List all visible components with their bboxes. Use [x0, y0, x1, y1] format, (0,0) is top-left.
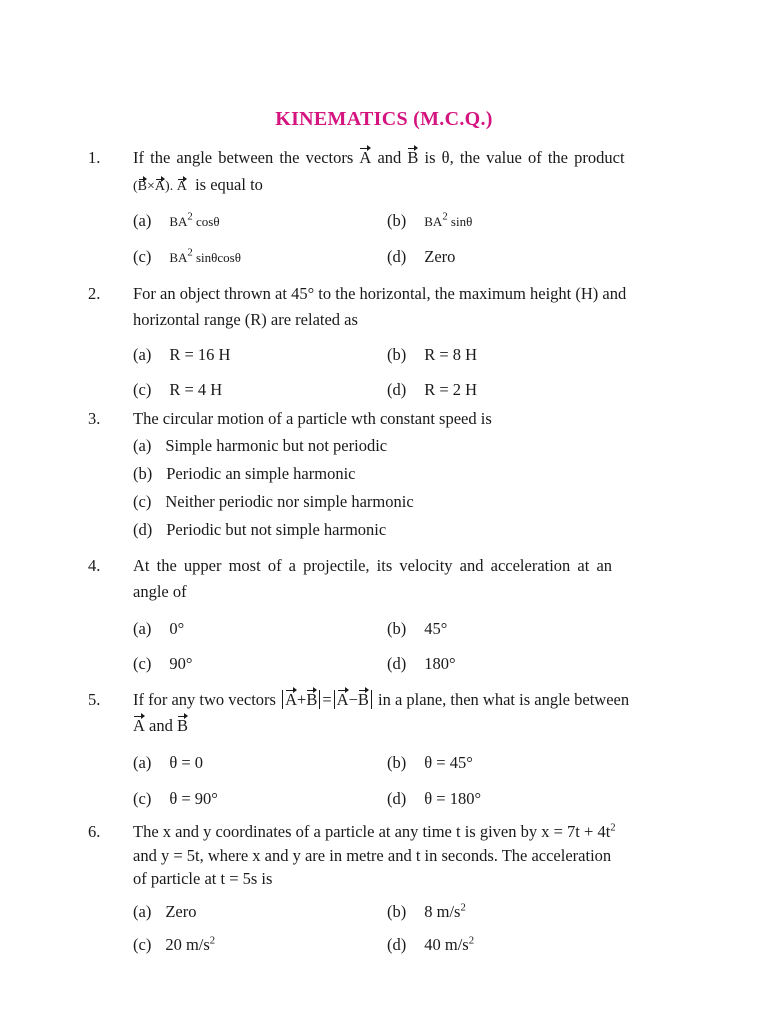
option-d: (d) Zero [387, 247, 456, 266]
question-number: 5. [88, 690, 101, 709]
option-c: (c) Neither periodic nor simple harmonic [133, 492, 414, 511]
question-text-line: If for any two vectors A+B = A−B in a plane, then what is angle between [133, 690, 630, 709]
option-c: (c) θ = 90° [133, 789, 218, 808]
question-text-line: At the upper most of a projectile, its velocity and acceleration at an [133, 556, 613, 575]
option-c: (c) 20 $m/s^2$ [133, 934, 216, 954]
question-text-line: For an object thrown at 45° to the horizontal, the maximum height (H) and [133, 284, 627, 303]
option-d: (d) 40 $m/s^2$ [387, 934, 475, 954]
page-title: KINEMATICS (M.C.Q.) [275, 108, 493, 130]
option-b: (b) Periodic an simple harmonic [133, 464, 356, 483]
vector-b: B [407, 148, 419, 167]
option-a: (a) Simple harmonic but not periodic [133, 436, 388, 455]
question-number: 3. [88, 409, 101, 428]
option-b: (b) $BA^2$ sinθ [387, 210, 473, 230]
question-text-line: angle of [133, 582, 187, 601]
option-a: (a) R = 16 H [133, 345, 231, 364]
option-a: (a) $BA^2$ cosθ [133, 210, 220, 230]
question-text-line: The x and y coordinates of a particle at any time t is given by $x = 7t + 4t^2$ [133, 821, 616, 841]
option-d: (d) 180° [387, 654, 456, 673]
question-text-line: The circular motion of a particle wth constant speed is [133, 409, 492, 428]
option-a: (a) Zero [133, 902, 197, 921]
option-d: (d) Periodic but not simple harmonic [133, 520, 387, 539]
question-text-line: and y = 5t, where x and y are in metre and t in seconds. The acceleration [133, 846, 612, 865]
question-number: 2. [88, 284, 101, 303]
cross-product-expression: (B×A). A [133, 179, 187, 194]
option-b: (b) R = 8 H [387, 345, 478, 364]
question-number: 1. [88, 148, 101, 167]
question-number: 6. [88, 822, 101, 841]
question-text-line: If the angle between the vectors A and B is θ, the value of the product [133, 148, 625, 167]
vector-a: A [359, 148, 372, 167]
question-text-line: A and B [133, 716, 189, 735]
option-c: (c) 90° [133, 654, 193, 673]
option-b: (b) θ = 45° [387, 753, 473, 772]
option-c: (c) R = 4 H [133, 380, 223, 399]
question-text-line: of particle at t = 5s is [133, 869, 273, 888]
question-text-line: (B×A). A is equal to [133, 175, 263, 194]
option-b: (b) 8 $m/s^2$ [387, 901, 466, 921]
option-b: (b) 45° [387, 619, 448, 638]
option-d: (d) R = 2 H [387, 380, 478, 399]
option-a: (a) θ = 0 [133, 753, 204, 772]
question-text-line: horizontal range (R) are related as [133, 310, 358, 329]
question-number: 4. [88, 556, 101, 575]
option-c: (c) $BA^2$ sinθcosθ [133, 246, 241, 266]
option-d: (d) θ = 180° [387, 789, 482, 808]
option-a: (a) 0° [133, 619, 185, 638]
